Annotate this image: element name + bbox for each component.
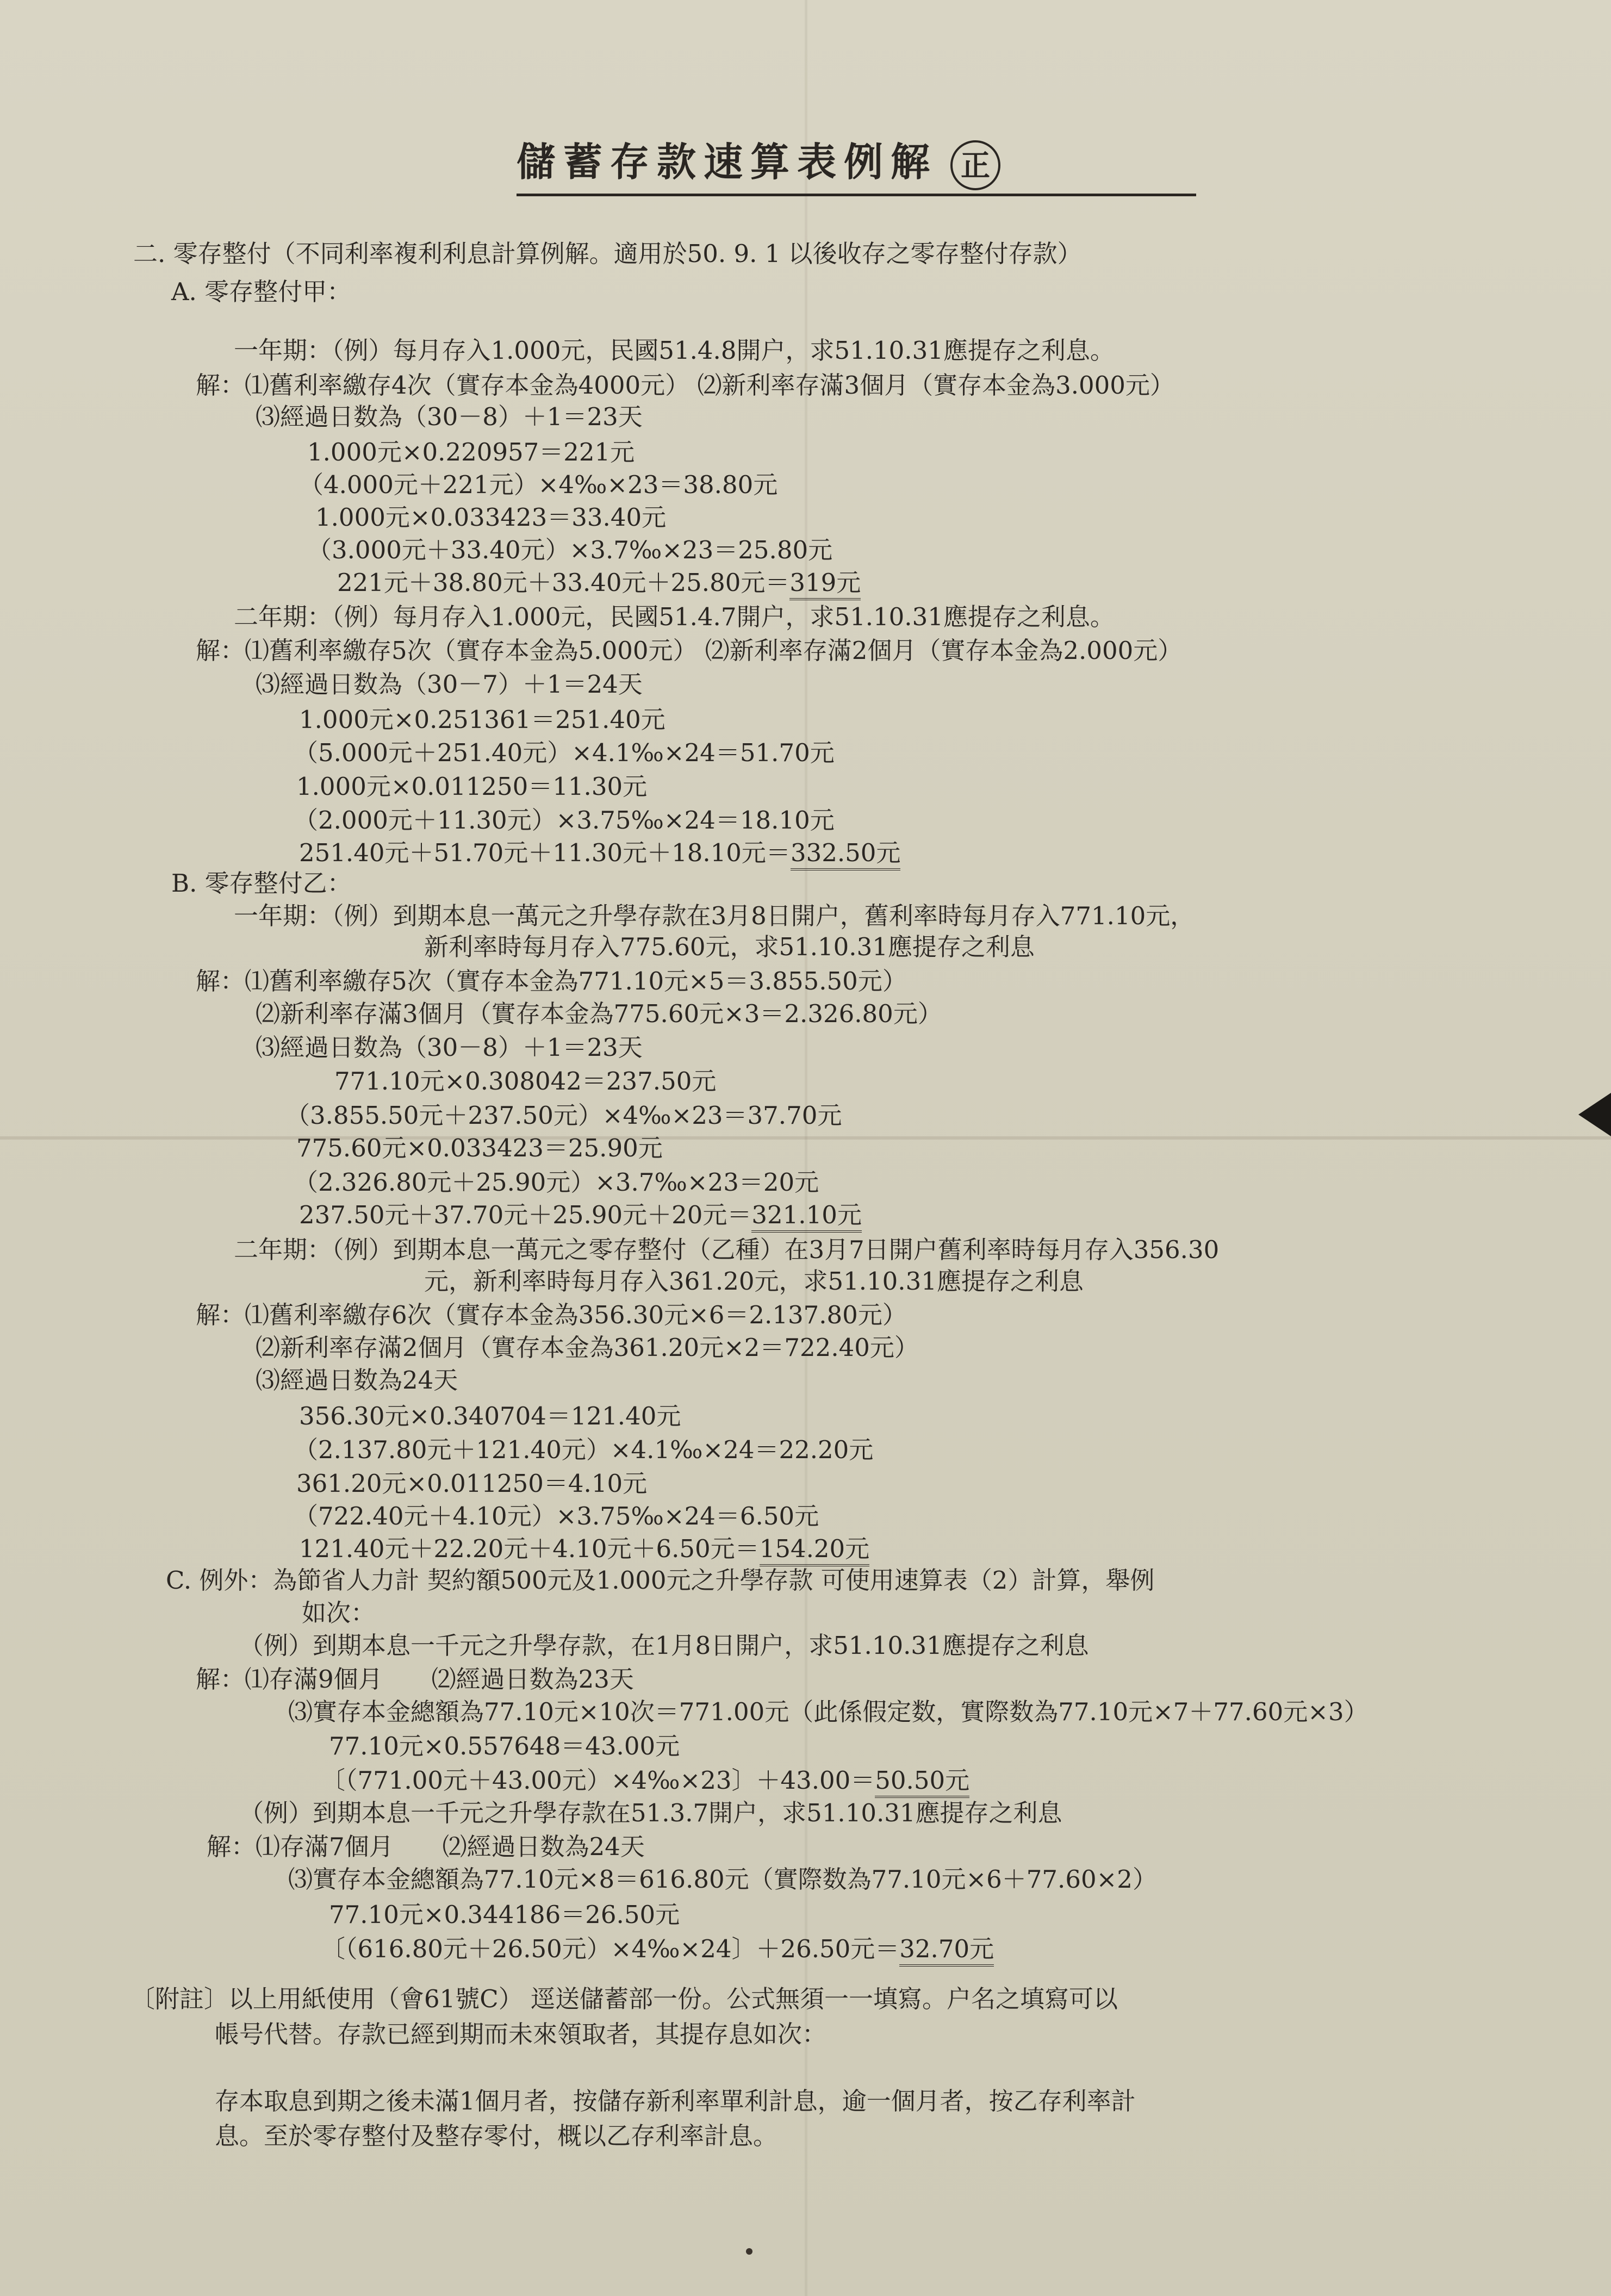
title-text: 儲蓄存款速算表例解 [517, 139, 938, 185]
note-line: 帳号代替。存款已經到期而未來領取者，其提存息如次： [215, 2020, 827, 2049]
calc-line: （4.000元＋221元）×4‰×23＝38.80元 [299, 470, 778, 499]
solution-c1-step12: 解：⑴存滿9個月 ⑵經過日数為23天 [196, 1665, 634, 1694]
example-b1: 一年期：（例）到期本息一萬元之升學存款在3月8日開户，舊利率時每月存入771.10元， [234, 901, 1195, 930]
solution-c1-step3: ⑶實存本金總額為77.10元×10次＝771.00元（此係假定数，實際数為77.10元×7＋77.60元×3） [288, 1697, 1369, 1726]
torn-edge [1578, 1093, 1611, 1136]
calc-line: 361.20元×0.011250＝4.10元 [296, 1469, 648, 1498]
calc-line: 77.10元×0.344186＝26.50元 [329, 1900, 680, 1929]
calc-line: 775.60元×0.033423＝25.90元 [296, 1134, 663, 1162]
calc-line: （722.40元＋4.10元）×3.75‰×24＝6.50元 [294, 1502, 819, 1530]
calc-total-expr: 221元＋38.80元＋33.40元＋25.80元＝ [337, 568, 790, 597]
calc-total-line [337, 568, 861, 598]
solution-b2-step3: ⑶經過日数為24天 [256, 1366, 458, 1395]
example-c1: （例）到期本息一千元之升學存款，在1月8日開户，求51.10.31應提存之利息 [239, 1631, 1089, 1660]
result-a1: 319元 [789, 568, 861, 600]
example-b2: 二年期：（例）到期本息一萬元之零存整付（乙種）在3月7日開户舊利率時每月存入356.30 [234, 1235, 1220, 1264]
calc-total-expr: 〔（771.00元＋43.00元）×4‰×23〕＋43.00＝ [321, 1766, 875, 1795]
calc-line: 1.000元×0.251361＝251.40元 [299, 705, 665, 734]
solution-b2-step2: ⑵新利率存滿2個月（實存本金為361.20元×2＝722.40元） [256, 1333, 919, 1362]
example-b1-cont: 新利率時每月存入775.60元，求51.10.31應提存之利息 [424, 932, 1035, 961]
example-a1: 一年期：（例）每月存入1.000元，民國51.4.8開户，求51.10.31應提存之利息。 [234, 336, 1115, 365]
title-circled-mark: 正 [950, 140, 1000, 190]
calc-total-line [321, 1766, 969, 1795]
calc-total-line [299, 1534, 869, 1564]
solution-a1-step3: ⑶經過日数為（30－8）＋1＝23天 [256, 402, 643, 431]
result-c1: 50.50元 [875, 1766, 969, 1798]
calc-total-expr: 121.40元＋22.20元＋4.10元＋6.50元＝ [299, 1534, 760, 1563]
result-a2: 332.50元 [791, 838, 900, 870]
subsection-c-cont: 如次： [302, 1598, 376, 1627]
calc-line: （2.326.80元＋25.90元）×3.7‰×23＝20元 [294, 1168, 819, 1197]
note-line: 存本取息到期之後未滿1個月者，按儲存新利率單利計息，逾一個月者，按乙存利率計 [215, 2087, 1136, 2115]
calc-line: 356.30元×0.340704＝121.40元 [299, 1402, 681, 1430]
solution-b2-step1: 解：⑴舊利率繳存6次（實存本金為356.30元×6＝2.137.80元） [196, 1301, 907, 1329]
example-a2: 二年期：（例）每月存入1.000元，民國51.4.7開户，求51.10.31應提存之利息。 [234, 602, 1115, 631]
solution-b1-step2: ⑵新利率存滿3個月（實存本金為775.60元×3＝2.326.80元） [256, 999, 942, 1028]
result-b1: 321.10元 [751, 1200, 861, 1233]
calc-line: 77.10元×0.557648＝43.00元 [329, 1732, 680, 1760]
calc-line: （3.000元＋33.40元）×3.7‰×23＝25.80元 [307, 536, 833, 564]
solution-a2-step3: ⑶經過日数為（30－7）＋1＝24天 [256, 670, 643, 699]
solution-a2-step12: 解：⑴舊利率繳存5次（實存本金為5.000元） ⑵新利率存滿2個月（實存本金為2.000元） [196, 636, 1183, 665]
note-line: 息。至於零存整付及整存零付，概以乙存利率計息。 [215, 2121, 778, 2150]
solution-b1-step1: 解：⑴舊利率繳存5次（實存本金為771.10元×5＝3.855.50元） [196, 967, 907, 995]
example-b2-cont: 元，新利率時每月存入361.20元，求51.10.31應提存之利息 [424, 1267, 1084, 1296]
document-title [517, 130, 1196, 196]
calc-line: 771.10元×0.308042＝237.50元 [334, 1067, 717, 1096]
result-b2: 154.20元 [760, 1534, 869, 1566]
calc-total-line [321, 1934, 994, 1964]
example-c2: （例）到期本息一千元之升學存款在51.3.7開户，求51.10.31應提存之利息 [239, 1799, 1062, 1827]
subsection-b-heading: B. 零存整付乙： [171, 869, 352, 898]
result-c2: 32.70元 [899, 1934, 994, 1967]
calc-line: 1.000元×0.033423＝33.40元 [315, 503, 667, 532]
subsection-a-heading: A. 零存整付甲： [171, 277, 352, 306]
note-line: 〔附註〕以上用紙使用（會61號C） 逕送儲蓄部一份。公式無須一一填寫。户名之填寫可以 [130, 1984, 1118, 2013]
solution-c2-step3: ⑶實存本金總額為77.10元×8＝616.80元（實際数為77.10元×6＋77.60×2） [288, 1865, 1157, 1894]
calc-total-expr: 237.50元＋37.70元＋25.90元＋20元＝ [299, 1200, 752, 1229]
solution-a1-step12: 解：⑴舊利率繳存4次（實存本金為4000元） ⑵新利率存滿3個月（實存本金為3.000元） [196, 371, 1174, 400]
calc-total-expr: 251.40元＋51.70元＋11.30元＋18.10元＝ [299, 838, 791, 867]
section-heading: 二. 零存整付（不同利率複利利息計算例解。適用於50. 9. 1 以後收存之零存整付存款） [133, 239, 1082, 268]
calc-line: （3.855.50元＋237.50元）×4‰×23＝37.70元 [285, 1101, 842, 1130]
calc-total-expr: 〔（616.80元＋26.50元）×4‰×24〕＋26.50元＝ [321, 1934, 900, 1963]
calc-line: （2.000元＋11.30元）×3.75‰×24＝18.10元 [294, 806, 835, 835]
calc-total-line [299, 1200, 862, 1230]
calc-line: 1.000元×0.220957＝221元 [307, 438, 635, 466]
calc-total-line [299, 838, 900, 868]
calc-line: 1.000元×0.011250＝11.30元 [296, 772, 648, 801]
solution-b1-step3: ⑶經過日数為（30－8）＋1＝23天 [256, 1033, 643, 1062]
calc-line: （5.000元＋251.40元）×4.1‰×24＝51.70元 [294, 738, 835, 767]
punch-hole [746, 2248, 752, 2255]
solution-c2-step12: 解：⑴存滿7個月 ⑵經過日数為24天 [207, 1832, 645, 1861]
calc-line: （2.137.80元＋121.40元）×4.1‰×24＝22.20元 [294, 1435, 874, 1464]
subsection-c-heading: C. 例外：為節省人力計 契約額500元及1.000元之升學存款 可使用速算表（2）計算，舉例 [166, 1566, 1155, 1595]
